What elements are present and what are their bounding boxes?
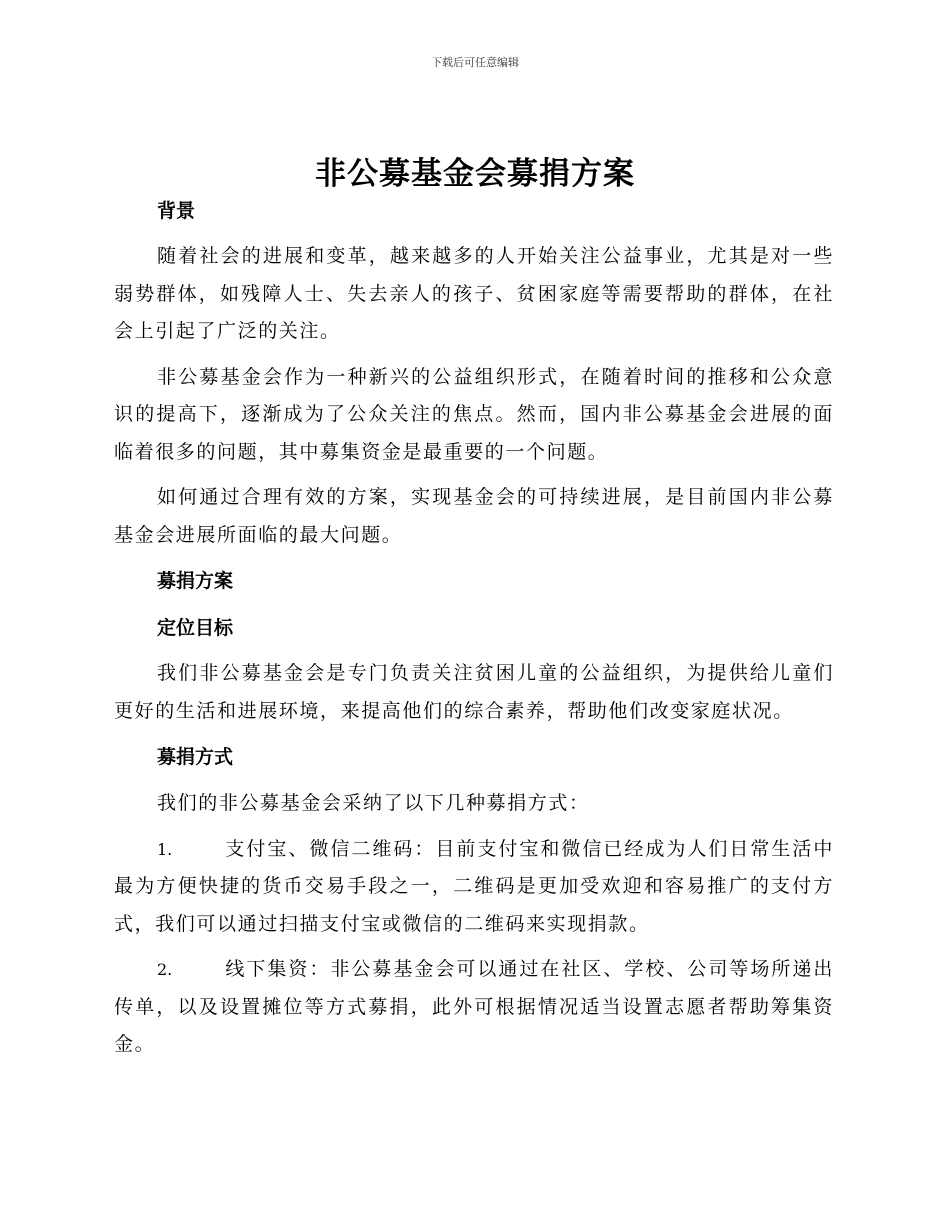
list-item [114, 831, 834, 944]
list-item-number: 1. [157, 839, 173, 859]
paragraph-method-intro: 我们的非公募基金会采纳了以下几种募捐方式： [157, 792, 590, 814]
heading-background: 背景 [157, 200, 196, 222]
heading-plan: 募捐方案 [157, 570, 234, 592]
heading-method: 募捐方式 [157, 746, 234, 768]
list-item [114, 951, 834, 1064]
document-title: 非公募基金会募捐方案 [315, 156, 635, 192]
header-note: 下载后可任意编辑 [431, 56, 519, 69]
paragraph-background-1: 随着社会的进展和变革，越来越多的人开始关注公益事业，尤其是对一些弱势群体，如残障人士、失去亲人的孩子、贫困家庭等需要帮助的群体，在社会上引起了广泛的关注。 [114, 245, 834, 342]
list-item-text: 线下集资：非公募基金会可以通过在社区、学校、公司等场所递出传单，以及设置摊位等方式募捐，此外可根据情况适当设置志愿者帮助筹集资金。 [114, 958, 834, 1055]
paragraph-target-1: 我们非公募基金会是专门负责关注贫困儿童的公益组织，为提供给儿童们更好的生活和进展环境，来提高他们的综合素养，帮助他们改变家庭状况。 [114, 662, 834, 722]
paragraph-background-3: 如何通过合理有效的方案，实现基金会的可持续进展，是目前国内非公募基金会进展所面临的最大问题。 [114, 486, 834, 546]
document-body [114, 196, 834, 1064]
list-item-number: 2. [157, 960, 173, 979]
heading-target: 定位目标 [157, 617, 234, 639]
list-item-text: 支付宝、微信二维码：目前支付宝和微信已经成为人们日常生活中最为方便快捷的货币交易手段之一，二维码是更加受欢迎和容易推广的支付方式，我们可以通过扫描支付宝或微信的二维码来实现捐款。 [114, 837, 834, 935]
paragraph-background-2: 非公募基金会作为一种新兴的公益组织形式，在随着时间的推移和公众意识的提高下，逐渐成为了公众关注的焦点。然而，国内非公募基金会进展的面临着很多的问题，其中募集资金是最重要的一个问题。 [114, 365, 834, 463]
